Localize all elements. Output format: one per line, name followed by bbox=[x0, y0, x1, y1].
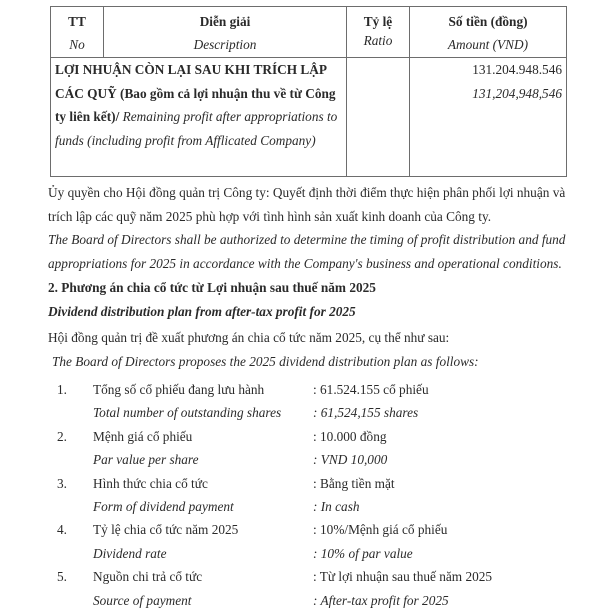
item-number: 3. bbox=[57, 475, 67, 491]
intro-en: The Board of Directors proposes the 2025 dividend distribution plan as follows: bbox=[52, 353, 479, 369]
item-value-en: : VND 10,000 bbox=[313, 452, 388, 468]
header-text-en: Description bbox=[193, 37, 257, 52]
section-2-heading-en: Dividend distribution plan from after-tax profit for 2025 bbox=[48, 303, 356, 319]
item-value-en: : 61,524,155 shares bbox=[313, 405, 419, 421]
intro-vi: Hội đồng quản trị đề xuất phương án chia cổ tức năm 2025, cụ thể như sau: bbox=[48, 330, 450, 345]
row-ratio bbox=[347, 58, 410, 177]
item-value-en: : After-tax profit for 2025 bbox=[313, 592, 449, 608]
item-label-en: Form of dividend payment bbox=[93, 499, 234, 514]
item-value: : Từ lợi nhuận sau thuế năm 2025 bbox=[313, 569, 493, 585]
para1-en: The Board of Directors shall be authorized to determine the timing of profit distribution and fund appropriations for 2025 in accordance with the Company's business and operational conditions. bbox=[48, 232, 566, 272]
item-value: : Bằng tiền mặt bbox=[313, 475, 395, 491]
header-amount bbox=[410, 7, 567, 58]
authorization-paragraph bbox=[48, 181, 570, 323]
item-number: 1. bbox=[57, 382, 67, 397]
item-value: : 61.524.155 cổ phiếu bbox=[313, 382, 429, 397]
desc-en: Remaining profit after appropriations to funds (including profit from Afflicated Company) bbox=[55, 109, 338, 148]
header-text: Số tiền (đồng) bbox=[448, 14, 528, 29]
list-item bbox=[0, 495, 600, 518]
header-text-en: No bbox=[69, 37, 85, 52]
item-label-en: Source of payment bbox=[93, 592, 192, 608]
list-item bbox=[0, 518, 600, 541]
item-label-en: Dividend rate bbox=[93, 545, 167, 561]
item-label-en: Total number of outstanding shares bbox=[93, 405, 282, 421]
profit-table bbox=[50, 6, 567, 177]
item-label: Nguồn chi trả cổ tức bbox=[93, 569, 203, 585]
row-amount bbox=[410, 58, 567, 177]
intro-paragraph bbox=[48, 326, 570, 373]
item-value: : 10.000 đồng bbox=[313, 428, 387, 444]
item-label: Mệnh giá cổ phiếu bbox=[93, 428, 193, 444]
list-item bbox=[0, 565, 600, 588]
header-text: Tỷ lệ bbox=[363, 14, 393, 29]
table-row bbox=[51, 58, 567, 177]
item-label-en: Par value per share bbox=[93, 452, 199, 468]
item-value: : 10%/Mệnh giá cổ phiếu bbox=[313, 522, 448, 538]
header-ratio bbox=[347, 7, 410, 58]
list-item bbox=[0, 542, 600, 565]
list-item bbox=[0, 472, 600, 495]
list-item bbox=[0, 378, 600, 401]
row-description bbox=[51, 58, 347, 177]
header-text-en: Ratio bbox=[363, 33, 393, 48]
item-number: 4. bbox=[57, 522, 67, 538]
item-number: 2. bbox=[57, 428, 67, 444]
section-2-heading: 2. Phương án chia cổ tức từ Lợi nhuận sau thuế năm 2025 bbox=[48, 279, 376, 295]
header-no bbox=[51, 7, 104, 58]
item-value-en: : In cash bbox=[313, 499, 360, 514]
item-value-en: : 10% of par value bbox=[313, 545, 413, 561]
desc-bold: LỢI NHUẬN CÒN LẠI SAU KHI TRÍCH LẬP CÁC QUỸ bbox=[55, 62, 327, 101]
header-text: Diễn giải bbox=[199, 14, 251, 29]
item-number: 5. bbox=[57, 569, 67, 585]
list-item bbox=[0, 401, 600, 424]
amount-vi: 131.204.948.546 bbox=[472, 62, 562, 77]
list-item bbox=[0, 589, 600, 612]
amount-en: 131,204,948,546 bbox=[472, 85, 562, 101]
item-label: Hình thức chia cổ tức bbox=[93, 475, 208, 491]
desc-vi: (Bao gồm cả lợi nhuận thu về từ Công ty liên kết)/ bbox=[55, 85, 336, 125]
list-item bbox=[0, 448, 600, 471]
item-label: Tỷ lệ chia cổ tức năm 2025 bbox=[93, 522, 239, 538]
item-label: Tổng số cổ phiếu đang lưu hành bbox=[93, 382, 265, 397]
header-description bbox=[104, 7, 347, 58]
para1-vi: Ủy quyền cho Hội đồng quản trị Công ty: Quyết định thời điểm thực hiện phân phối lợi nhuận và trích lập các quỹ năm 2025 phù hợp với tình hình sản xuất kinh doanh của Công ty. bbox=[48, 185, 566, 224]
list-item bbox=[0, 425, 600, 448]
header-text: TT bbox=[68, 14, 86, 29]
header-text-en: Amount (VND) bbox=[447, 37, 529, 52]
table-header-row bbox=[51, 7, 567, 58]
